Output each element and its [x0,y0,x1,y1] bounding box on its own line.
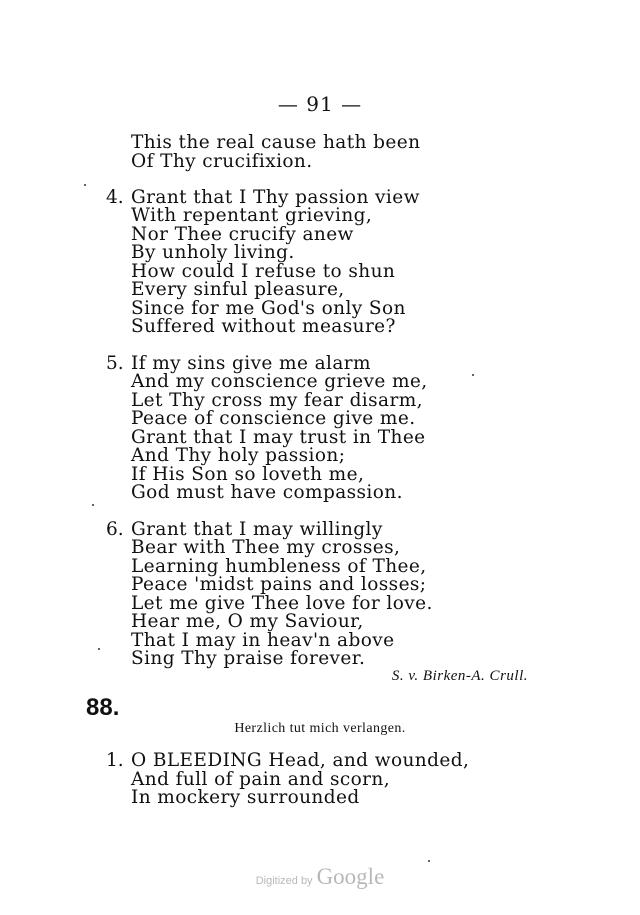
stanza-number: 4. [106,187,124,208]
stanza-line: Since for me God's only Son [131,298,406,319]
digitized-watermark [0,864,640,890]
page-number: — 91 — [277,92,363,116]
tune-name: Herzlich tut mich verlangen. [234,721,406,736]
stanza-line: In mockery surrounded [131,787,360,808]
stanza-line: With repentant grieving, [131,205,373,226]
scan-speck [472,374,474,376]
stanza-line: By unholy living. [131,242,295,263]
intro-line: This the real cause hath been [131,132,421,153]
stanza-line: Every sinful pleasure, [131,279,345,300]
author-attribution: S. v. Birken-A. Crull. [391,668,528,684]
watermark-prefix: Digitized by [255,875,313,887]
stanza-number: 5. [106,353,124,374]
stanza-line: Suffered without measure? [131,316,396,337]
stanza-line: And Thy holy passion; [131,445,346,466]
stanza-line: If my sins give me alarm [131,353,371,374]
scan-speck [92,504,94,506]
stanza-line: And full of pain and scorn, [131,769,391,790]
stanza-line: Let me give Thee love for love. [131,593,433,614]
stanza-line: God must have compassion. [131,482,403,503]
scan-speck [98,648,100,650]
stanza-line: Grant that I may willingly [131,519,383,540]
intro-line: Of Thy crucifixion. [131,151,313,172]
stanza-line: Hear me, O my Saviour, [131,611,364,632]
stanza-line: If His Son so loveth me, [131,464,365,485]
stanza-line: Learning humbleness of Thee, [131,556,427,577]
stanza-line: Let Thy cross my fear disarm, [131,390,423,411]
stanza-number: 1. [106,750,124,771]
stanza-line: Nor Thee crucify anew [131,224,354,245]
stanza-line: Bear with Thee my crosses, [131,537,401,558]
stanza-number: 6. [106,519,124,540]
hymn-number: 88. [86,694,120,721]
stanza-line: How could I refuse to shun [131,261,396,282]
stanza-line: Peace 'midst pains and losses; [131,574,427,595]
scan-speck [84,184,86,186]
stanza-line: Grant that I may trust in Thee [131,427,426,448]
stanza-line: That I may in heav'n above [131,630,395,651]
stanza-line: Peace of conscience give me. [131,408,416,429]
stanza-line: Sing Thy praise forever. [131,648,366,669]
google-logo: Google [316,864,385,889]
stanza-line: Grant that I Thy passion view [131,187,420,208]
stanza-line: O BLEEDING Head, and wounded, [131,750,470,771]
stanza-line: And my conscience grieve me, [131,371,428,392]
scan-speck [428,860,430,862]
